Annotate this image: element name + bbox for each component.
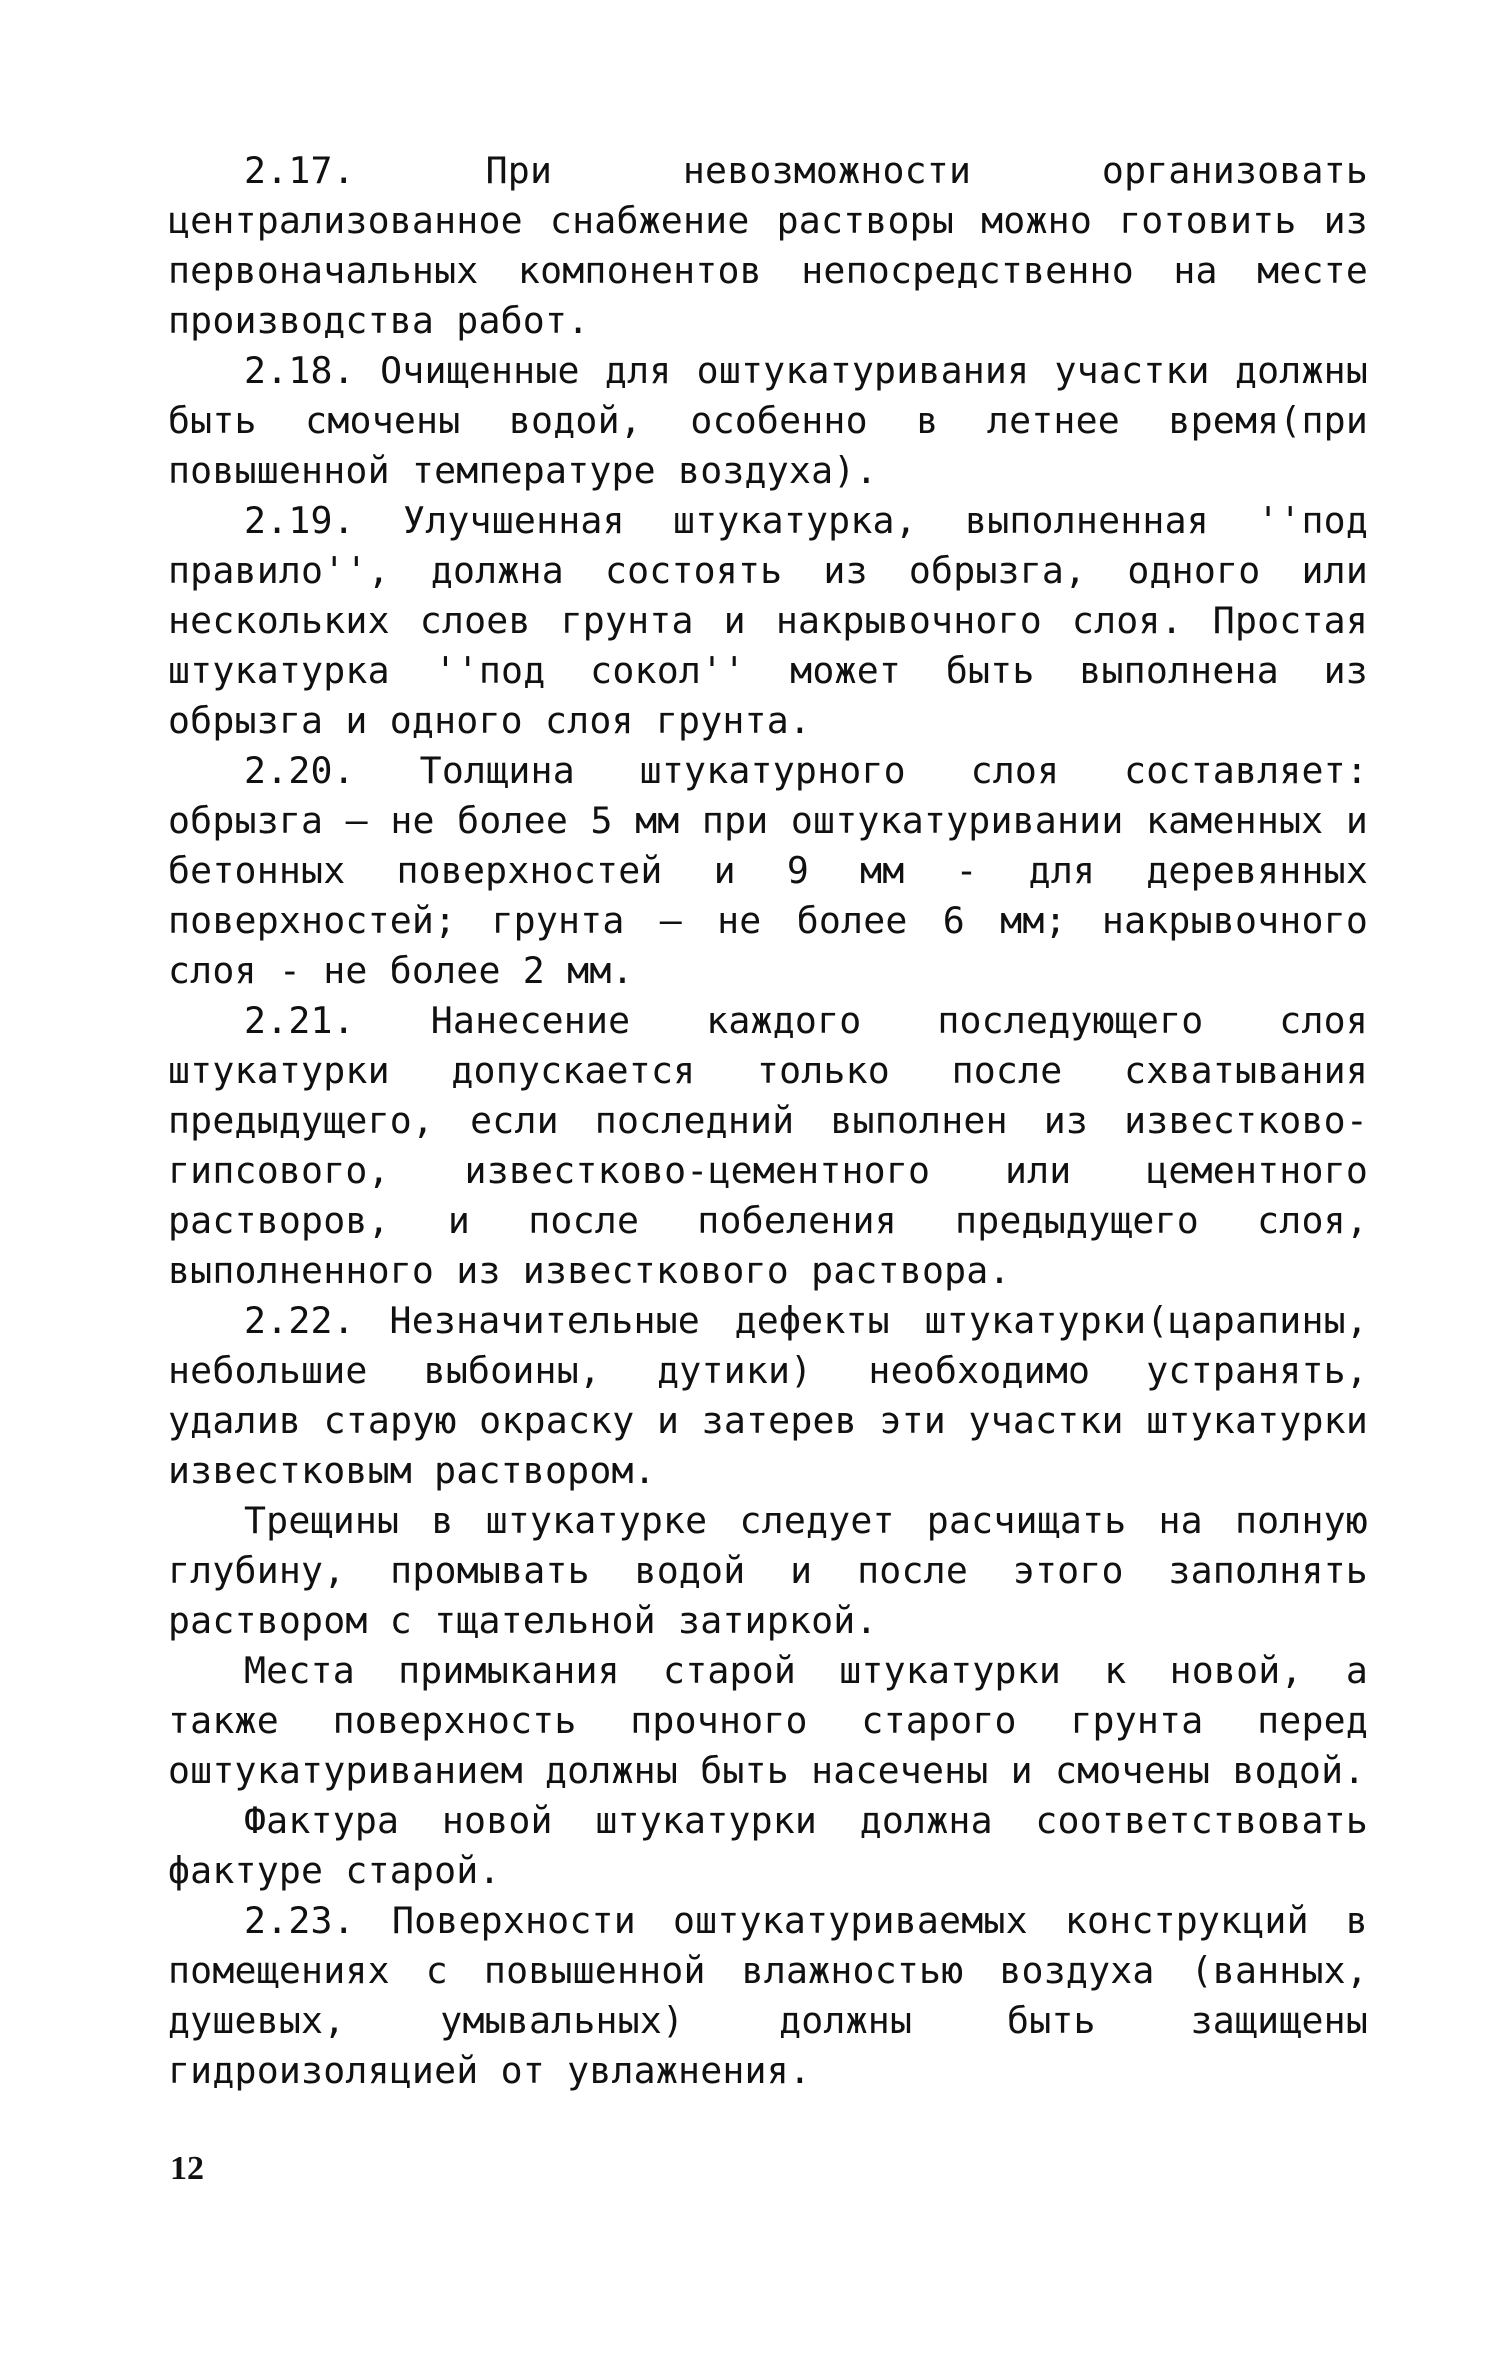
paragraph-2-23: 2.23. Поверхности оштукатуриваемых конструкций в помещениях с повышенной влажностью воздуха (ванных, душевых, умывальных) должны быть защищены гидроизоляцией от увлажнения. (168, 1899, 1368, 2092)
paragraph-2-21: 2.21. Нанесение каждого последующего слоя штукатурки допускается только после схватывания предыдущего, если последний выполнен из известково-гипсового, известково-цементного или цементного растворов, и после побеления предыдущего слоя, выполненного из известкового раствора. (168, 999, 1368, 1292)
page-number: 12 (170, 2150, 204, 2187)
paragraph-junctions: Места примыкания старой штукатурки к новой, а также поверхность прочного старого грунта перед оштукатуриванием должны быть насечены и смочены водой. (168, 1649, 1368, 1792)
paragraph-texture: Фактура новой штукатурки должна соответствовать фактуре старой. (168, 1799, 1368, 1892)
paragraph-2-19: 2.19. Улучшенная штукатурка, выполненная ''под правило'', должна состоять из обрызга, одного или нескольких слоев грунта и накрывочного слоя. Простая штукатурка ''под сокол'' может быть выполнена из обрызга и одного слоя грунта. (168, 499, 1368, 742)
paragraph-2-18: 2.18. Очищенные для оштукатуривания участки должны быть смочены водой, особенно в летнее время(при повышенной температуре воздуха). (168, 349, 1368, 492)
paragraph-2-20: 2.20. Толщина штукатурного слоя составляет: обрызга — не более 5 мм при оштукатуривании каменных и бетонных поверхностей и 9 мм - для деревянных поверхностей; грунта — не более 6 мм; накрывочного слоя - не более 2 мм. (168, 749, 1368, 992)
paragraph-2-17: 2.17. При невозможности организовать централизованное снабжение растворы можно готовить из первоначальных компонентов непосредственно на месте производства работ. (168, 149, 1368, 342)
paragraph-cracks: Трещины в штукатурке следует расчищать на полную глубину, промывать водой и после этого заполнять раствором с тщательной затиркой. (168, 1499, 1368, 1642)
paragraph-2-22: 2.22. Незначительные дефекты штукатурки(царапины, небольшие выбоины, дутики) необходимо устранять, удалив старую окраску и затерев эти участки штукатурки известковым раствором. (168, 1299, 1368, 1492)
body-text (168, 146, 1368, 2096)
